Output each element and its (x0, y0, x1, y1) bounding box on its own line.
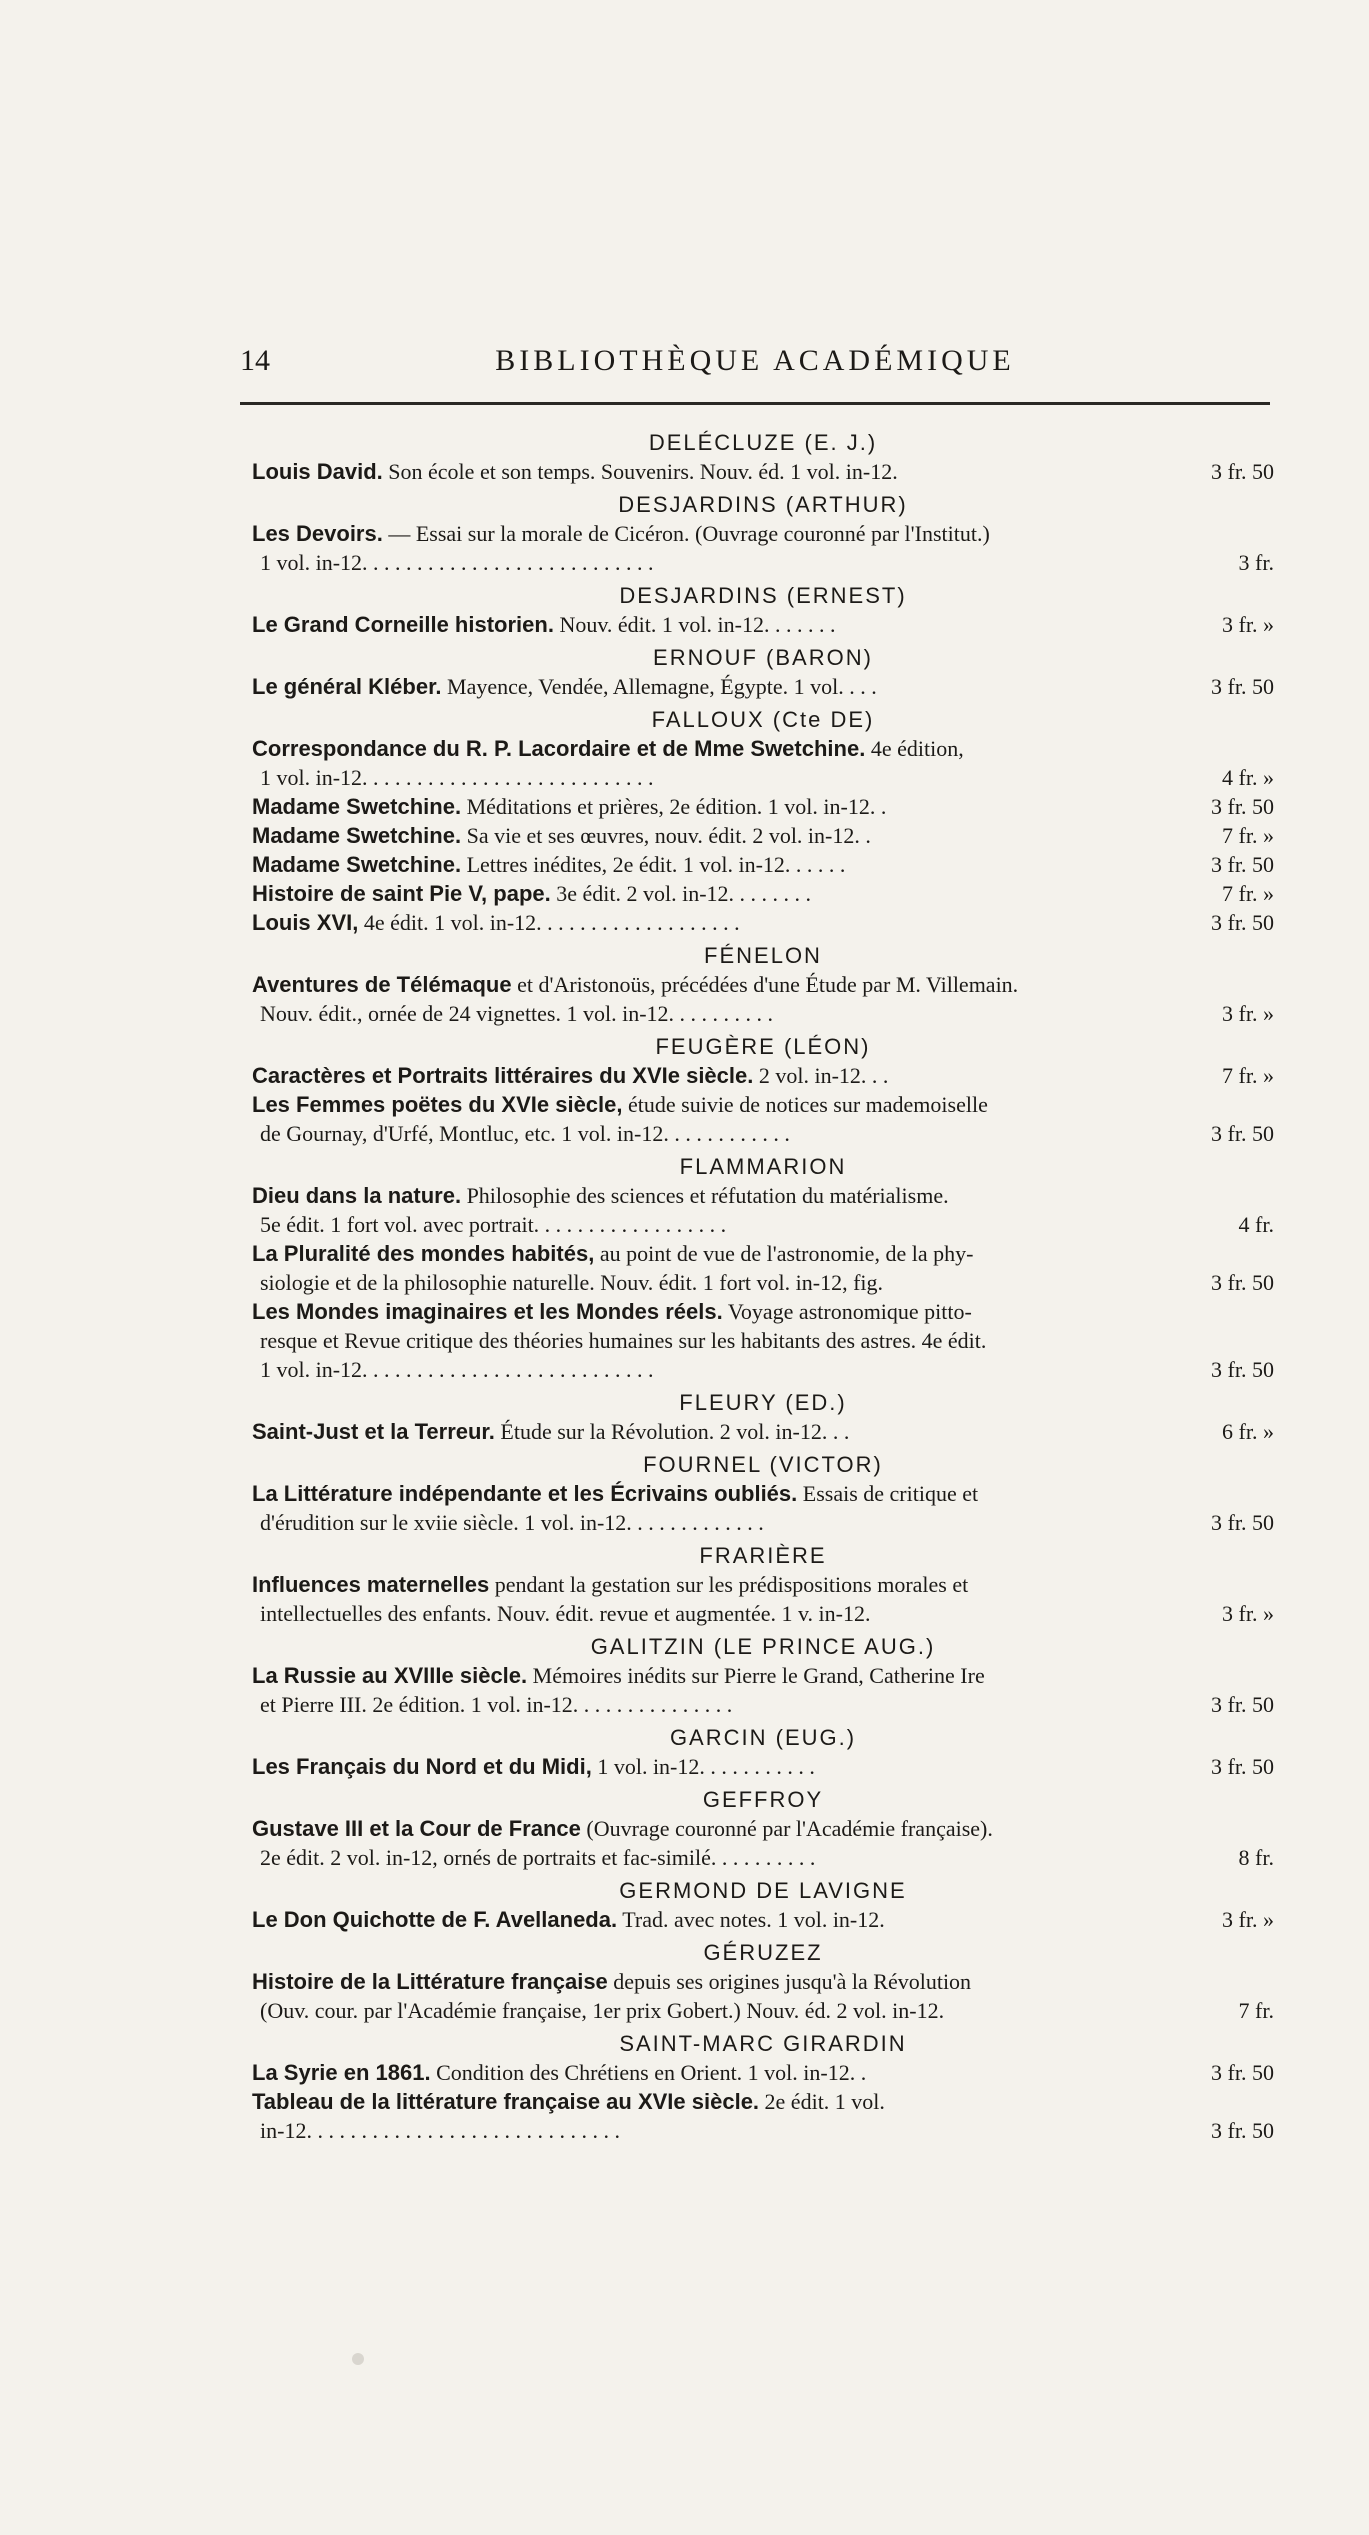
entry-continuation: intellectuelles des enfants. Nouv. édit. revue et augmentée. 1 v. in-12. (260, 1601, 871, 1626)
catalog-entry (252, 1479, 1274, 1537)
entry-text: pendant la gestation sur les prédispositions morales et (494, 1572, 969, 1597)
author-heading: DELÉCLUZE (E. J.) (648, 430, 878, 455)
entry-title: Histoire de saint Pie V, pape. (252, 881, 551, 906)
author-heading: DESJARDINS (ERNEST) (619, 583, 907, 608)
catalog-entry (252, 908, 1274, 937)
entry-text: Méditations et prières, 2e édition. 1 vol. in-12. . (466, 794, 887, 819)
entry-title: Aventures de Télémaque (252, 972, 512, 997)
entry-text: Mayence, Vendée, Allemagne, Égypte. 1 vol. . . . (447, 674, 877, 699)
entry-text: et d'Aristonoüs, précédées d'une Étude par M. Villemain. (517, 972, 1019, 997)
entry-continuation: 5e édit. 1 fort vol. avec portrait. . . . . . . . . . . . . . . . . . (260, 1212, 727, 1237)
entry-price: 7 fr. (1238, 1998, 1274, 2023)
entry-title: Saint-Just et la Terreur. (252, 1419, 495, 1444)
entry-text: Essais de critique et (802, 1481, 979, 1506)
catalog-entry (252, 1752, 1274, 1781)
entry-price: 6 fr. » (1222, 1419, 1274, 1444)
entry-continuation: resque et Revue critique des théories humaines sur les habitants des astres. 4e édit. (260, 1328, 987, 1353)
entry-text: Étude sur la Révolution. 2 vol. in-12. . . (500, 1419, 850, 1444)
entry-price: 3 fr. 50 (1211, 1510, 1274, 1535)
entry-text: — Essai sur la morale de Cicéron. (Ouvrage couronné par l'Institut.) (388, 521, 990, 546)
entry-price: 3 fr. 50 (1211, 852, 1274, 877)
entry-text: Voyage astronomique pitto- (727, 1299, 972, 1324)
entry-title: La Littérature indépendante et les Écrivains oubliés. (252, 1481, 798, 1506)
entry-title: Influences maternelles (252, 1572, 490, 1597)
entry-price: 3 fr. 50 (1211, 459, 1274, 484)
entry-price: 3 fr. 50 (1211, 1270, 1274, 1295)
entry-text: Mémoires inédits sur Pierre le Grand, Catherine Ire (532, 1663, 985, 1688)
entry-title: Le Grand Corneille historien. (252, 612, 554, 637)
catalog-entry (252, 792, 1274, 821)
entry-title: Correspondance du R. P. Lacordaire et de Mme Swetchine. (252, 736, 866, 761)
entry-title: Madame Swetchine. (252, 852, 462, 877)
entry-text: au point de vue de l'astronomie, de la phy- (599, 1241, 974, 1266)
entry-title: Louis David. (252, 459, 383, 484)
entry-title: Les Femmes poëtes du XVIe siècle, (252, 1092, 623, 1117)
entry-continuation: 2e édit. 2 vol. in-12, ornés de portraits et fac-similé. . . . . . . . . . (260, 1845, 816, 1870)
entry-price: 3 fr. 50 (1211, 2118, 1274, 2143)
author-heading: FRARIÈRE (699, 1543, 827, 1568)
catalog-entry (252, 879, 1274, 908)
entry-price: 3 fr. » (1222, 1601, 1274, 1626)
entry-text: étude suivie de notices sur mademoiselle (628, 1092, 988, 1117)
catalog-entry (252, 457, 1274, 486)
entry-continuation: siologie et de la philosophie naturelle. Nouv. édit. 1 fort vol. in-12, fig. (260, 1270, 884, 1295)
entry-price: 3 fr. 50 (1211, 1692, 1274, 1717)
author-heading: ERNOUF (BARON) (653, 645, 873, 670)
entry-text: Condition des Chrétiens en Orient. 1 vol. in-12. . (436, 2060, 867, 2085)
entry-price: 3 fr. » (1222, 612, 1274, 637)
entry-title: Dieu dans la nature. (252, 1183, 462, 1208)
catalog-entry (252, 1905, 1274, 1934)
entry-title: Les Mondes imaginaires et les Mondes réels. (252, 1299, 723, 1324)
entry-text: 1 vol. in-12. . . . . . . . . . . (597, 1754, 815, 1779)
entry-title: Tableau de la littérature française au XVIe siècle. (252, 2089, 760, 2114)
entry-text: 2 vol. in-12. . . (758, 1063, 889, 1088)
author-heading: SAINT-MARC GIRARDIN (619, 2031, 907, 2056)
catalog-entry (252, 821, 1274, 850)
catalog-entry (252, 1967, 1274, 2025)
entry-title: Le général Kléber. (252, 674, 442, 699)
entry-continuation: (Ouv. cour. par l'Académie française, 1er prix Gobert.) Nouv. éd. 2 vol. in-12. (260, 1998, 945, 2023)
entry-continuation: 1 vol. in-12. . . . . . . . . . . . . . . . . . . . . . . . . . . (260, 1357, 654, 1382)
entry-title: Gustave III et la Cour de France (252, 1816, 581, 1841)
catalog-entry (252, 850, 1274, 879)
entry-title: Histoire de la Littérature française (252, 1969, 608, 1994)
entry-price: 7 fr. » (1222, 1063, 1274, 1088)
catalog-entry (252, 970, 1274, 1028)
entry-price: 3 fr. 50 (1211, 1357, 1274, 1382)
entry-price: 3 fr. (1238, 550, 1274, 575)
author-heading: GERMOND DE LAVIGNE (619, 1878, 907, 1903)
entry-text: Trad. avec notes. 1 vol. in-12. (622, 1907, 885, 1932)
catalog-entry (252, 2087, 1274, 2145)
entry-title: Caractères et Portraits littéraires du XVIe siècle. (252, 1063, 754, 1088)
author-heading: GALITZIN (LE PRINCE AUG.) (590, 1634, 936, 1659)
catalog-entry (252, 734, 1274, 792)
author-heading: GEFFROY (702, 1787, 824, 1812)
author-heading: GARCIN (EUG.) (669, 1725, 857, 1750)
entry-continuation: d'érudition sur le xviie siècle. 1 vol. in-12. . . . . . . . . . . . . (260, 1510, 764, 1535)
catalog-entry (252, 2058, 1274, 2087)
catalog-entry (252, 1661, 1274, 1719)
entry-text: 3e édit. 2 vol. in-12. . . . . . . . (556, 881, 812, 906)
author-heading: FEUGÈRE (LÉON) (655, 1034, 871, 1059)
entry-title: Les Français du Nord et du Midi, (252, 1754, 592, 1779)
entry-title: Louis XVI, (252, 910, 359, 935)
paper-speck (352, 2353, 364, 2365)
entry-continuation: de Gournay, d'Urfé, Montluc, etc. 1 vol. in-12. . . . . . . . . . . . (260, 1121, 790, 1146)
entry-continuation: 1 vol. in-12. . . . . . . . . . . . . . . . . . . . . . . . . . . (260, 765, 654, 790)
entry-text: depuis ses origines jusqu'à la Révolution (613, 1969, 972, 1994)
entry-text: 4e édit. 1 vol. in-12. . . . . . . . . . . . . . . . . . . (363, 910, 740, 935)
catalog-entry (252, 1417, 1274, 1446)
author-heading: FALLOUX (Cte DE) (651, 707, 875, 732)
entry-title: Madame Swetchine. (252, 823, 462, 848)
entry-text: Son école et son temps. Souvenirs. Nouv. éd. 1 vol. in-12. (388, 459, 898, 484)
entry-price: 7 fr. » (1222, 823, 1274, 848)
catalog-entry (252, 1090, 1274, 1148)
entry-title: Les Devoirs. (252, 521, 383, 546)
entry-title: Madame Swetchine. (252, 794, 462, 819)
entry-price: 3 fr. 50 (1211, 1754, 1274, 1779)
entry-price: 4 fr. (1238, 1212, 1274, 1237)
entry-continuation: et Pierre III. 2e édition. 1 vol. in-12. . . . . . . . . . . . . . . (260, 1692, 733, 1717)
entry-text: Nouv. édit. 1 vol. in-12. . . . . . . (559, 612, 836, 637)
entry-title: La Syrie en 1861. (252, 2060, 431, 2085)
entry-title: Le Don Quichotte de F. Avellaneda. (252, 1907, 618, 1932)
entry-price: 3 fr. 50 (1211, 910, 1274, 935)
entry-text: (Ouvrage couronné par l'Académie française). (586, 1816, 993, 1841)
entry-title: La Pluralité des mondes habités, (252, 1241, 595, 1266)
author-heading: FLAMMARION (679, 1154, 847, 1179)
header-rule (240, 402, 1270, 405)
catalog-content (252, 424, 1274, 2145)
entry-price: 7 fr. » (1222, 881, 1274, 906)
catalog-entry (252, 672, 1274, 701)
entry-price: 3 fr. 50 (1211, 674, 1274, 699)
catalog-entry (252, 1814, 1274, 1872)
catalog-entry (252, 519, 1274, 577)
entry-price: 3 fr. 50 (1211, 2060, 1274, 2085)
running-title: BIBLIOTHÈQUE ACADÉMIQUE (495, 344, 1015, 377)
entry-continuation: 1 vol. in-12. . . . . . . . . . . . . . . . . . . . . . . . . . . (260, 550, 654, 575)
entry-price: 3 fr. 50 (1211, 794, 1274, 819)
entry-title: La Russie au XVIIIe siècle. (252, 1663, 528, 1688)
entry-price: 4 fr. » (1222, 765, 1274, 790)
catalog-entry (252, 1570, 1274, 1628)
entry-text: 4e édition, (870, 736, 964, 761)
page-header (240, 344, 1270, 384)
entry-price: 8 fr. (1238, 1845, 1274, 1870)
entry-price: 3 fr. » (1222, 1907, 1274, 1932)
entry-price: 3 fr. » (1222, 1001, 1274, 1026)
catalog-entry (252, 1061, 1274, 1090)
entry-text: 2e édit. 1 vol. (764, 2089, 885, 2114)
entry-price: 3 fr. 50 (1211, 1121, 1274, 1146)
author-heading: FÉNELON (704, 943, 822, 968)
author-heading: GÉRUZEZ (703, 1940, 823, 1965)
entry-text: Philosophie des sciences et réfutation du matérialisme. (466, 1183, 949, 1208)
entry-continuation: in-12. . . . . . . . . . . . . . . . . . . . . . . . . . . . . (260, 2118, 620, 2143)
author-heading: FOURNEL (VICTOR) (643, 1452, 883, 1477)
page-number: 14 (240, 344, 270, 377)
catalog-entry (252, 610, 1274, 639)
author-heading: DESJARDINS (ARTHUR) (618, 492, 908, 517)
catalog-entry (252, 1297, 1274, 1384)
author-heading: FLEURY (ED.) (679, 1390, 847, 1415)
entry-text: Lettres inédites, 2e édit. 1 vol. in-12. . . . . . (466, 852, 846, 877)
entry-continuation: Nouv. édit., ornée de 24 vignettes. 1 vol. in-12. . . . . . . . . . (260, 1001, 774, 1026)
catalog-entry (252, 1239, 1274, 1297)
catalog-entry (252, 1181, 1274, 1239)
entry-text: Sa vie et ses œuvres, nouv. édit. 2 vol. in-12. . (466, 823, 871, 848)
